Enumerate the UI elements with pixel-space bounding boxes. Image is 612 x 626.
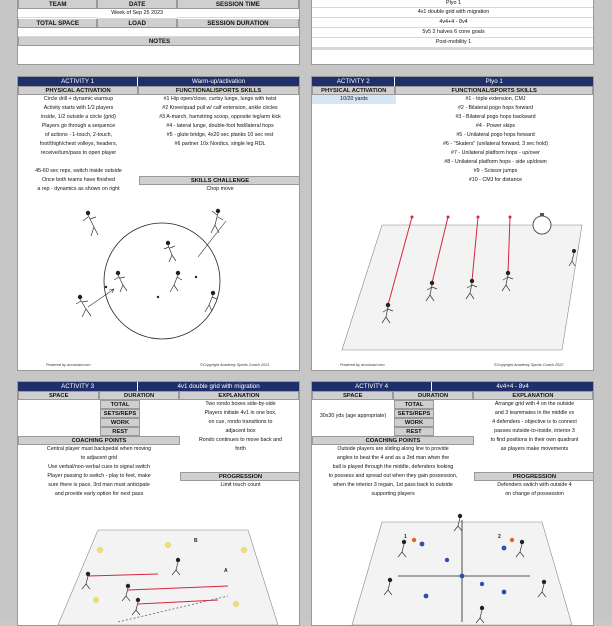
rest-label: REST — [394, 427, 434, 436]
progression-value: Limit touch count — [220, 482, 261, 488]
functional-skills-text: #1 - triple extension, CMJ #2 - Bilateral pogo hops forward #3 - Bilateral pogo hops backward #4 - Power skips #5 - Unilateral pogo hops forward #6 - "Skaters" (unilateral forward, 3 sec hold) #7 - Unilateral platform hops - up/over #8 - Unilateral platform hops - side up/down #9 - Scissor jumps #10 - CMJ for distance — [442, 96, 549, 183]
sets-reps-label: SETS/REPS — [394, 409, 434, 418]
activity-4-title: ACTIVITY 4 — [312, 382, 432, 391]
explanation-header: EXPLANATION — [473, 391, 593, 400]
load-value[interactable] — [97, 28, 176, 37]
physical-activation-header: PHYSICAL ACTIVATION — [312, 86, 395, 95]
outline-item: Plyo 1 — [312, 0, 594, 8]
activity-1-panel — [17, 76, 300, 371]
outline-item: 5v5 2 halves 6 cone goals — [312, 28, 594, 38]
total-label: TOTAL — [100, 400, 140, 409]
session-duration-header: SESSION DURATION — [177, 19, 299, 28]
circle-drill-diagram — [18, 195, 300, 371]
skills-challenge-header: SKILLS CHALLENGE — [139, 176, 300, 185]
explanation-header: EXPLANATION — [179, 391, 299, 400]
session-time-header: SESSION TIME — [177, 0, 299, 9]
outline-item: 4v4+4 - 8v4 — [312, 18, 594, 28]
notes-field[interactable] — [18, 46, 299, 65]
space-header: SPACE — [18, 391, 99, 400]
space-value: 30x30 yds (age appropriate) — [319, 413, 387, 419]
outline-item: 4v1 double grid with migration — [312, 8, 594, 18]
credit-left: Powered by accuload.com — [46, 363, 91, 367]
explanation-text: Two rondo boxes side-by-side Players initiate 4v1 in one box, on cue, rondo transitions to adjacent box Rondo continues to move back and forth — [198, 401, 283, 452]
progression-value: Defenders switch with outside 4 — [497, 482, 572, 488]
duration-header: DURATION — [99, 391, 178, 400]
svg-text:1: 1 — [404, 534, 407, 540]
outline-blank-row — [312, 49, 594, 50]
work-label: WORK — [394, 418, 434, 427]
functional-skills-header: FUNCTIONAL/SPORTS SKILLS — [395, 86, 593, 95]
activity-1-name: Warm-up/activation — [138, 77, 299, 86]
credit-right: ©Copyright Academy Sports Coach 2022 — [494, 363, 564, 367]
session-time-value[interactable] — [177, 9, 299, 18]
activity-2-panel — [311, 76, 594, 371]
date-value[interactable]: Week of Sep 25 2023 — [97, 9, 176, 19]
notes-header: NOTES — [18, 37, 300, 46]
activity-2-name: Plyo 1 — [395, 77, 593, 86]
session-info-panel — [17, 0, 300, 65]
physical-activation-header: PHYSICAL ACTIVATION — [18, 86, 138, 95]
activity-4-name: 4v4+4 - 8v4 — [432, 382, 593, 391]
date-header: DATE — [97, 0, 176, 9]
rondo-diagram — [18, 500, 300, 626]
svg-text:2: 2 — [498, 534, 501, 540]
session-outline-panel — [311, 0, 594, 65]
activity-3-panel — [17, 381, 300, 626]
team-header: TEAM — [18, 0, 97, 9]
functional-skills-text: #1 Hip open/close, curtsy lunge, lunge with twist #2 Knee/quad pull w/ calf extension, ankle circles #3 A-march, hamstring scoop, opposite leg/arm kick #4 - lateral lunge, double-foot fwd/lateral hops #5 - glute bridge, 4x20 sec planks 10 sec rest #6 partner 10x Nordics, single leg RDL — [159, 96, 281, 147]
space-header: SPACE — [312, 391, 393, 400]
svg-text:B: B — [194, 538, 198, 544]
total-space-header: TOTAL SPACE — [18, 19, 97, 28]
possession-grid-diagram — [312, 500, 594, 626]
activity-3-name: 4v1 double grid with migration — [138, 382, 299, 391]
team-value[interactable] — [18, 9, 97, 18]
sets-reps-label: SETS/REPS — [100, 409, 140, 418]
session-duration-value[interactable] — [177, 28, 299, 37]
explanation-text: Arrange grid with 4 on the outside and 3 teammates in the middle vs 4 defenders - objective is to connect passes outside-to-inside, interior 3 to find positions in their own quadrant as players make movements — [490, 401, 579, 452]
physical-activation-value: 10/20 yards — [312, 95, 396, 104]
activity-4-panel — [311, 381, 594, 626]
work-label: WORK — [100, 418, 140, 427]
total-space-value[interactable] — [18, 28, 97, 37]
svg-text:A: A — [224, 568, 228, 574]
load-header: LOAD — [97, 19, 176, 28]
activity-3-title: ACTIVITY 3 — [18, 382, 138, 391]
progression-header: PROGRESSION — [180, 472, 300, 481]
activity-1-title: ACTIVITY 1 — [18, 77, 138, 86]
credit-left: Powered by accuload.com — [340, 363, 385, 367]
credit-right: ©Copyright Academy Sports Coach 2021 — [200, 363, 270, 367]
total-label: TOTAL — [394, 400, 434, 409]
duration-header: DURATION — [393, 391, 472, 400]
progression-value: on change of possession — [505, 491, 564, 497]
activity-2-title: ACTIVITY 2 — [312, 77, 395, 86]
coaching-points-text: Central player must backpedal when moving to adjacent grid Use verbal/non-verbal cues to signal switch Player passing to switch - play to feet, make sure there is pace, 3rd man must anticipate and provide early option for next pass — [46, 446, 152, 497]
skills-challenge-value: Chop move — [206, 186, 234, 192]
outline-item: Post-mobility 1 — [312, 38, 594, 48]
plyo-diagram — [312, 195, 594, 371]
coaching-points-text: Outside players are sliding along line to provide angles to beat the 4 and as a 3rd man when the ball is played through the middle, defenders looking to possess and spread out when they gain possession, when the interior 3 regain, 1st pass back to outside supporting players — [328, 446, 458, 497]
functional-skills-header: FUNCTIONAL/SPORTS SKILLS — [138, 86, 299, 95]
rest-label: REST — [100, 427, 140, 436]
coaching-points-header: COACHING POINTS — [312, 436, 474, 445]
progression-header: PROGRESSION — [474, 472, 594, 481]
physical-activation-text: Circle drill + dynamic warmup Activity starts with 1/2 players inside, 1/2 outside a circle (grid) Players go through a sequence of actions - 1-touch, 2-touch, foot/thigh/chest volleys, headers, receive/turn/pass to open player 45-60 sec reps, switch inside outside Once both teams have finished a rep - dynamics as shown on right — [35, 96, 122, 192]
coaching-points-header: COACHING POINTS — [18, 436, 180, 445]
